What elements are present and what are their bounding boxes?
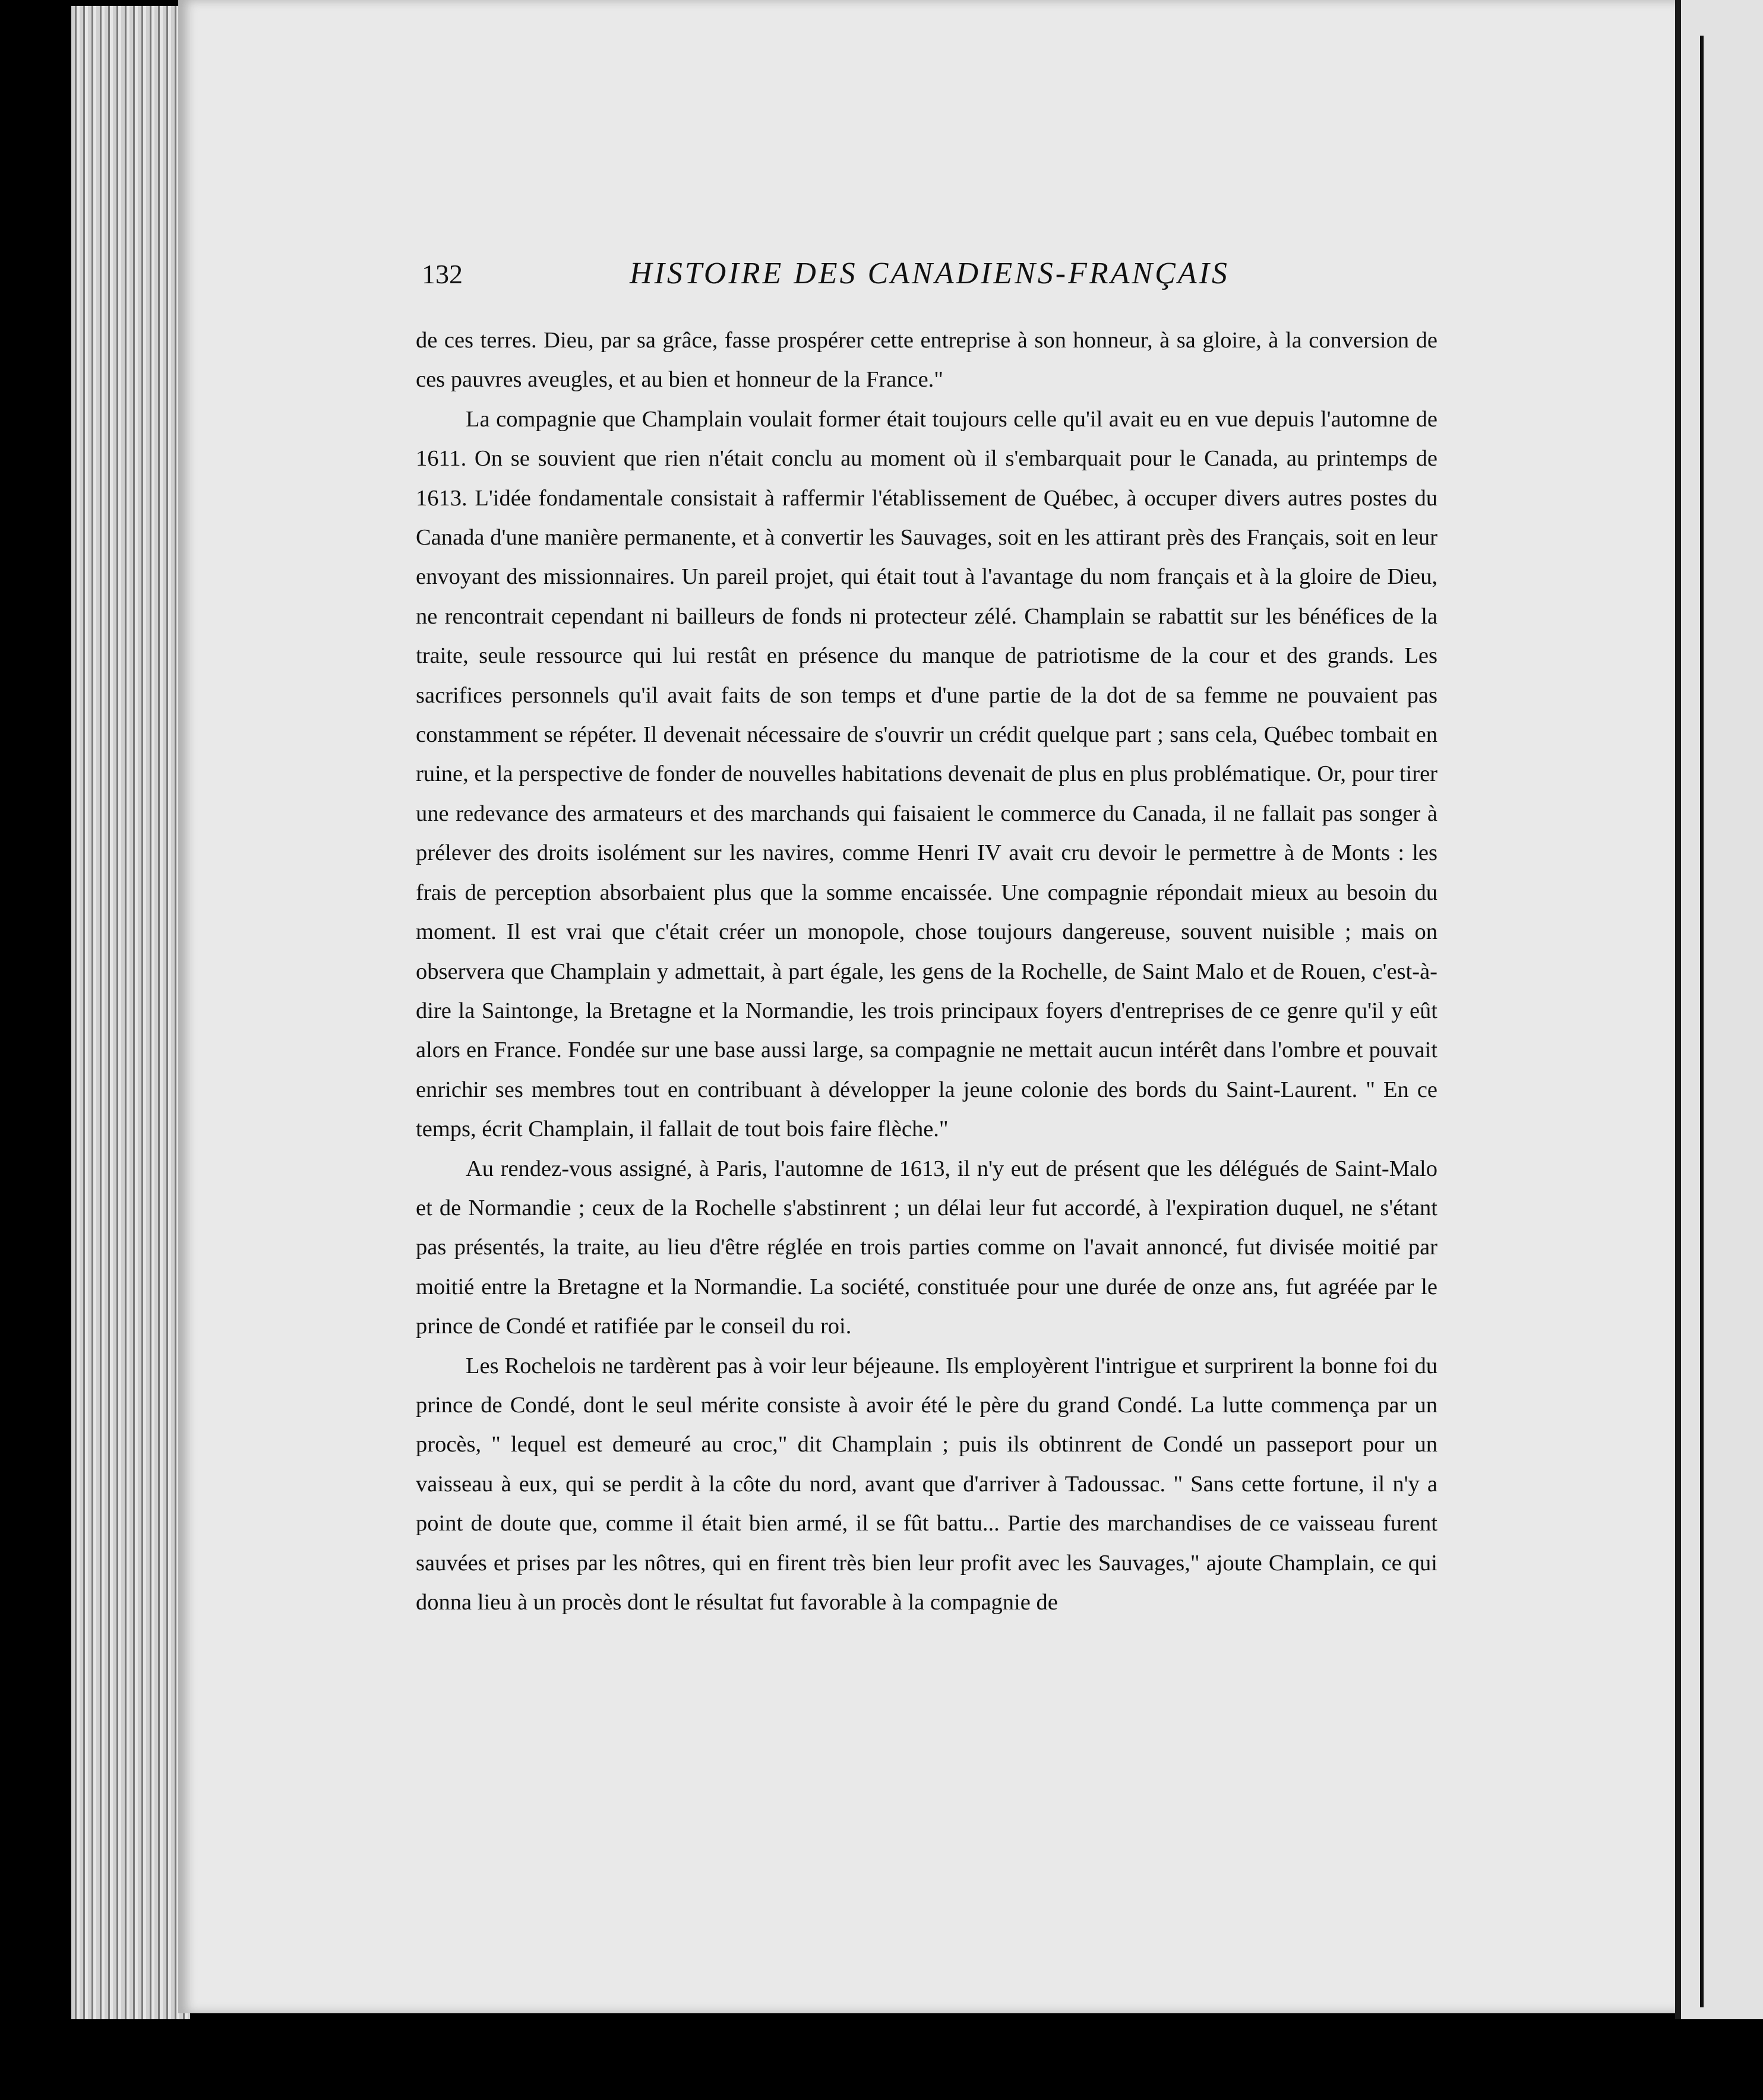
paragraph-continuation: de ces terres. Dieu, par sa grâce, fasse prospérer cette entreprise à son honneur, à sa gloire, à la conversion de ces pauvres aveugles, et au bien et honneur de la France." <box>416 328 1437 393</box>
facing-page-edge <box>1675 0 1763 2019</box>
paragraph: Au rendez-vous assigné, à Paris, l'automne de 1613, il n'y eut de présent que les délégués de Saint-Malo et de Normandie ; ceux de la Rochelle s'abstinrent ; un délai leur fut accordé, à l'expiration duquel, ne s'étant pas présentés, la traite, au lieu d'être réglée en trois parties comme on l'avait annoncé, fut divisée moitié par moitié entre la Bretagne et la Normandie. La société, constituée pour une durée de onze ans, fut agréée par le prince de Condé et ratifiée par le conseil du roi. <box>416 1156 1437 1339</box>
paragraph: La compagnie que Champlain voulait former était toujours celle qu'il avait eu en vue depuis l'automne de 1611. On se souvient que rien n'était conclu au moment où il s'embarquait pour le Canada, au printemps de 1613. L'idée fondamentale consistait à raffermir l'établissement de Québec, à occuper divers autres postes du Canada d'une manière permanente, et à convertir les Sauvages, soit en les attirant près des Français, soit en leur envoyant des missionnaires. Un pareil projet, qui était tout à l'avantage du nom français et à la gloire de Dieu, ne rencontrait cependant ni bailleurs de fonds ni protecteur zélé. Champlain se rabattit sur les bénéfices de la traite, seule ressource qui lui restât en présence du manque de patriotisme de la cour et des grands. Les sacrifices personnels qu'il avait faits de son temps et d'une partie de la dot de sa femme ne pouvaient pas constamment se répéter. Il devenait nécessaire de s'ouvrir un crédit quelque part ; sans cela, Québec tombait en ruine, et la perspective de fonder de nouvelles habitations devenait de plus en plus problématique. Or, pour tirer une redevance des armateurs et des marchands qui faisaient le commerce du Canada, il ne fallait pas songer à prélever des droits isolément sur les navires, comme Henri IV avait cru devoir le permettre à de Monts : les frais de perception absorbaient plus que la somme encaissée. Une compagnie répondait mieux au besoin du moment. Il est vrai que c'était créer un monopole, chose toujours dangereuse, souvent nuisible ; mais on observera que Champlain y admettait, à part égale, les gens de la Rochelle, de Saint Malo et de Rouen, c'est-à-dire la Saintonge, la Bretagne et la Normandie, les trois principaux foyers d'entreprises de ce genre qu'il y eût alors en France. Fondée sur une base aussi large, sa compagnie ne mettait aucun intérêt dans l'ombre et pouvait enrichir ses membres tout en contribuant à développer la jeune colonie des bords du Saint-Laurent. " En ce temps, écrit Champlain, il fallait de tout bois faire flèche." <box>416 406 1437 1142</box>
running-head <box>422 258 1467 294</box>
book-page-edges <box>71 6 190 2025</box>
scan-bottom-border <box>0 2019 1763 2100</box>
gutter-shadow <box>1700 36 1704 2007</box>
body-text <box>416 321 1437 1622</box>
paragraph: Les Rochelois ne tardèrent pas à voir leur béjeaune. Ils employèrent l'intrigue et surprirent la bonne foi du prince de Condé, dont le seul mérite consiste à avoir été le père du grand Condé. La lutte commença par un procès, " lequel est demeuré au croc," dit Champlain ; puis ils obtinrent de Condé un passeport pour un vaisseau à eux, qui se perdit à la côte du nord, avant que d'arriver à Tadoussac. " Sans cette fortune, il n'y a point de doute que, comme il était bien armé, il se fût battu... Partie des marchandises de ce vaisseau furent sauvées et prises par les nôtres, qui en firent très bien leur profit avec les Sauvages," ajoute Champlain, ce qui donna lieu à un procès dont le résultat fut favorable à la compagnie de <box>416 1353 1437 1615</box>
page-number: 132 <box>422 259 463 289</box>
running-title: HISTOIRE DES CANADIENS-FRANÇAIS <box>630 257 1230 290</box>
